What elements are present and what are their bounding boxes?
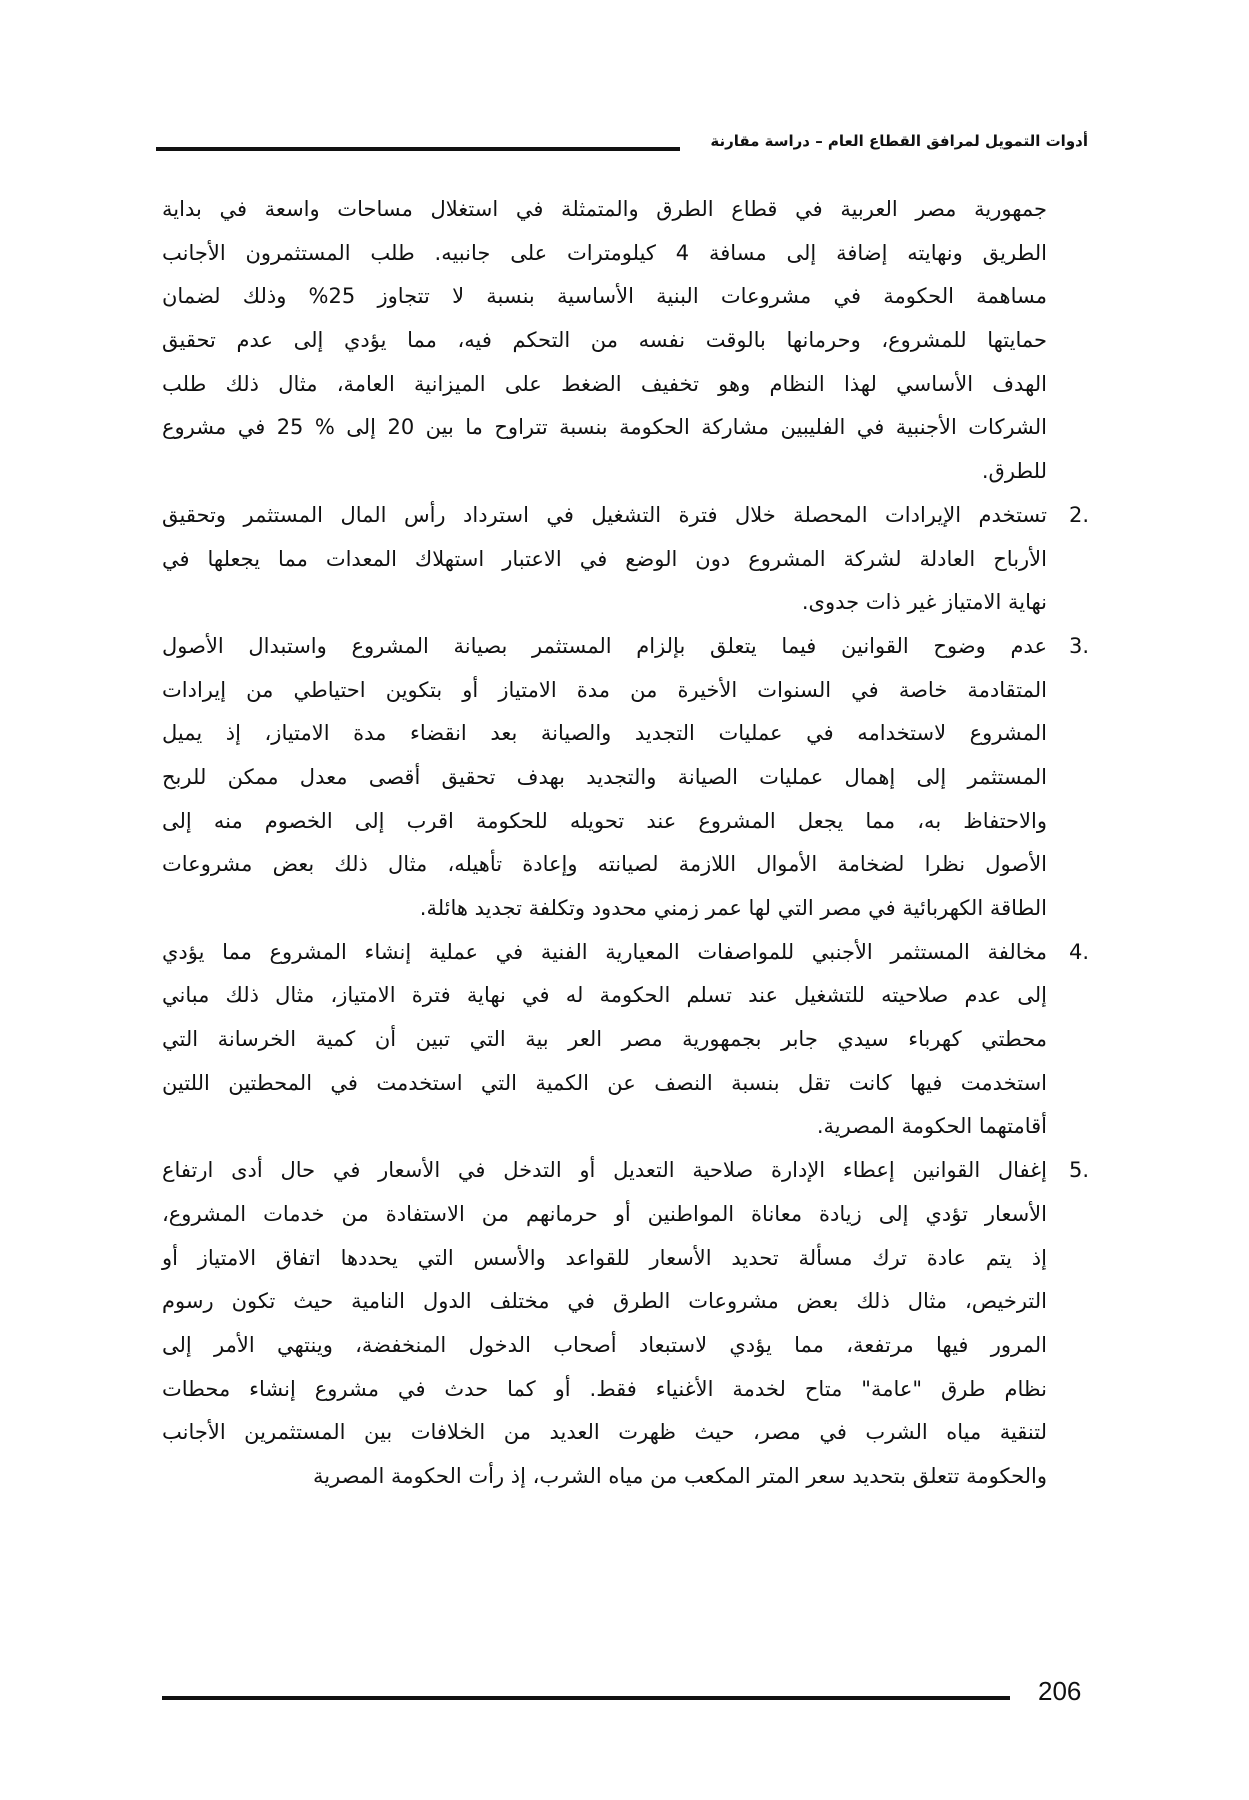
text-line [162, 232, 1047, 276]
line-text: مساهمة الحكومة في مشروعات البنية الأساسية بنسبة لا تتجاوز 25% وذلك لضمان [162, 284, 1047, 309]
line-text: الهدف الأساسي لهذا النظام وهو تخفيف الضغط على الميزانية العامة، مثال ذلك طلب [162, 371, 1047, 396]
line-text: المرور فيها مرتفعة، مما يؤدي لاستبعاد أصحاب الدخول المنخفضة، وينتهي الأمر إلى [162, 1332, 1047, 1357]
list-item [162, 931, 1089, 1149]
line-text: المستثمر إلى إهمال عمليات الصيانة والتجديد بهدف تحقيق أقصى معدل ممكن للربح [162, 764, 1047, 789]
line-text: عدم وضوح القوانين فيما يتعلق بإلزام المستثمر بصيانة المشروع واستبدال الأصول [162, 633, 1047, 658]
line-text: نظام طرق "عامة" متاح لخدمة الأغنياء فقط. أو كما حدث في مشروع إنشاء محطات [162, 1376, 1047, 1401]
line-text: إلى عدم صلاحيته للتشغيل عند تسلم الحكومة له في نهاية فترة الامتياز، مثال ذلك مباني [162, 983, 1047, 1008]
line-text: استخدمت فيها كانت تقل بنسبة النصف عن الكمية التي استخدمت في المحطتين اللتين [162, 1070, 1047, 1095]
text-line [162, 843, 1047, 887]
line-text: جمهورية مصر العربية في قطاع الطرق والمتمثلة في استغلال مساحات واسعة في بداية [162, 197, 1047, 221]
text-line [162, 363, 1047, 407]
line-text: إذ يتم عادة ترك مسألة تحديد الأسعار للقواعد والأسس التي يحددها اتفاق الامتياز أو [162, 1245, 1047, 1270]
text-line [162, 625, 1089, 669]
line-text: المشروع لاستخدامه في عمليات التجديد والصيانة بعد انقضاء مدة الامتياز، إذ يميل [162, 721, 1047, 746]
text-line [162, 406, 1047, 450]
line-text: الأسعار تؤدي إلى زيادة معاناة المواطنين أو حرمانهم من الاستفادة من خدمات المشروع، [162, 1201, 1047, 1226]
text-line [162, 756, 1047, 800]
text-line [162, 1368, 1047, 1412]
running-header-title: أدوات التمويل لمرافق القطاع العام – دراسة مقارنة [710, 132, 1088, 150]
line-text: لتنقية مياه الشرب في مصر، حيث ظهرت العديد من الخلافات بين المستثمرين الأجانب [162, 1420, 1047, 1445]
line-text: تستخدم الإيرادات المحصلة خلال فترة التشغيل في استرداد رأس المال المستثمر وتحقيق [162, 502, 1047, 527]
text-line [162, 1018, 1047, 1062]
text-line [162, 581, 1047, 625]
line-text: الأرباح العادلة لشركة المشروع دون الوضع في الاعتبار استهلاك المعدات مما يجعلها في [162, 546, 1047, 571]
text-line [162, 1149, 1089, 1193]
list-item [162, 1149, 1089, 1499]
line-text: والحكومة تتعلق بتحديد سعر المتر المكعب من مياه الشرب، إذ رأت الحكومة المصرية [313, 1463, 1047, 1488]
page-body [162, 188, 1089, 1499]
list-number: 3. [1068, 633, 1089, 658]
text-line [162, 1280, 1047, 1324]
line-text: أقامتهما الحكومة المصرية. [816, 1114, 1047, 1139]
line-text: والاحتفاظ به، مما يجعل المشروع عند تحويله للحكومة اقرب إلى الخصوم منه إلى [162, 808, 1047, 833]
text-line [162, 1105, 1047, 1149]
list-number: 5. [1068, 1158, 1089, 1183]
footer-rule [162, 1696, 1010, 1700]
paragraph [162, 188, 1047, 494]
text-line [162, 319, 1047, 363]
line-text: الطريق ونهايته إضافة إلى مسافة 4 كيلومترات على جانبيه. طلب المستثمرون الأجانب [162, 240, 1048, 265]
page-number: 206 [1038, 1676, 1082, 1706]
text-line [162, 1193, 1047, 1237]
line-text: المتقادمة خاصة في السنوات الأخيرة من مدة الامتياز أو بتكوين احتياطي من إيرادات [162, 677, 1047, 702]
line-text: الطاقة الكهربائية في مصر التي لها عمر زمني محدود وتكلفة تجديد هائلة. [419, 896, 1047, 920]
text-line [162, 1411, 1047, 1455]
line-text: إغفال القوانين إعطاء الإدارة صلاحية التعديل أو التدخل في الأسعار في حال أدى ارتفاع [162, 1158, 1047, 1183]
text-line [162, 974, 1047, 1018]
text-line [162, 887, 1047, 931]
line-text: محطتي كهرباء سيدي جابر بجمهورية مصر العر بية التي تبين أن كمية الخرسانة التي [162, 1027, 1047, 1052]
text-line [162, 450, 1047, 494]
text-line [162, 188, 1047, 232]
list-number: 2. [1068, 502, 1089, 527]
text-line [162, 494, 1089, 538]
line-text: حمايتها للمشروع، وحرمانها بالوقت نفسه من التحكم فيه، مما يؤدي إلى عدم تحقيق [162, 328, 1047, 353]
list-number: 4. [1068, 939, 1089, 964]
line-text: الترخيص، مثال ذلك بعض مشروعات الطرق في مختلف الدول النامية حيث تكون رسوم [162, 1289, 1047, 1314]
list-item [162, 625, 1089, 931]
text-line [162, 800, 1047, 844]
line-text: الأصول نظرا لضخامة الأموال اللازمة لصيانته وإعادة تأهيله، مثال ذلك بعض مشروعات [162, 852, 1047, 877]
text-line [162, 712, 1047, 756]
header-rule [156, 147, 680, 151]
text-line [162, 1062, 1047, 1106]
text-line [162, 538, 1047, 582]
text-line [162, 275, 1047, 319]
line-text: نهاية الامتياز غير ذات جدوى. [801, 590, 1047, 615]
text-line [162, 1324, 1047, 1368]
text-line [162, 931, 1089, 975]
line-text: مخالفة المستثمر الأجنبي للمواصفات المعيارية الفنية في عملية إنشاء المشروع مما يؤدي [162, 939, 1047, 964]
text-line [162, 1237, 1047, 1281]
text-line [162, 669, 1047, 713]
list-item [162, 494, 1089, 625]
line-text: الشركات الأجنبية في الفليبين مشاركة الحكومة بنسبة تتراوح ما بين 20 إلى % 25 في مشروع [162, 415, 1047, 440]
text-line [162, 1455, 1047, 1499]
line-text: للطرق. [981, 459, 1047, 484]
